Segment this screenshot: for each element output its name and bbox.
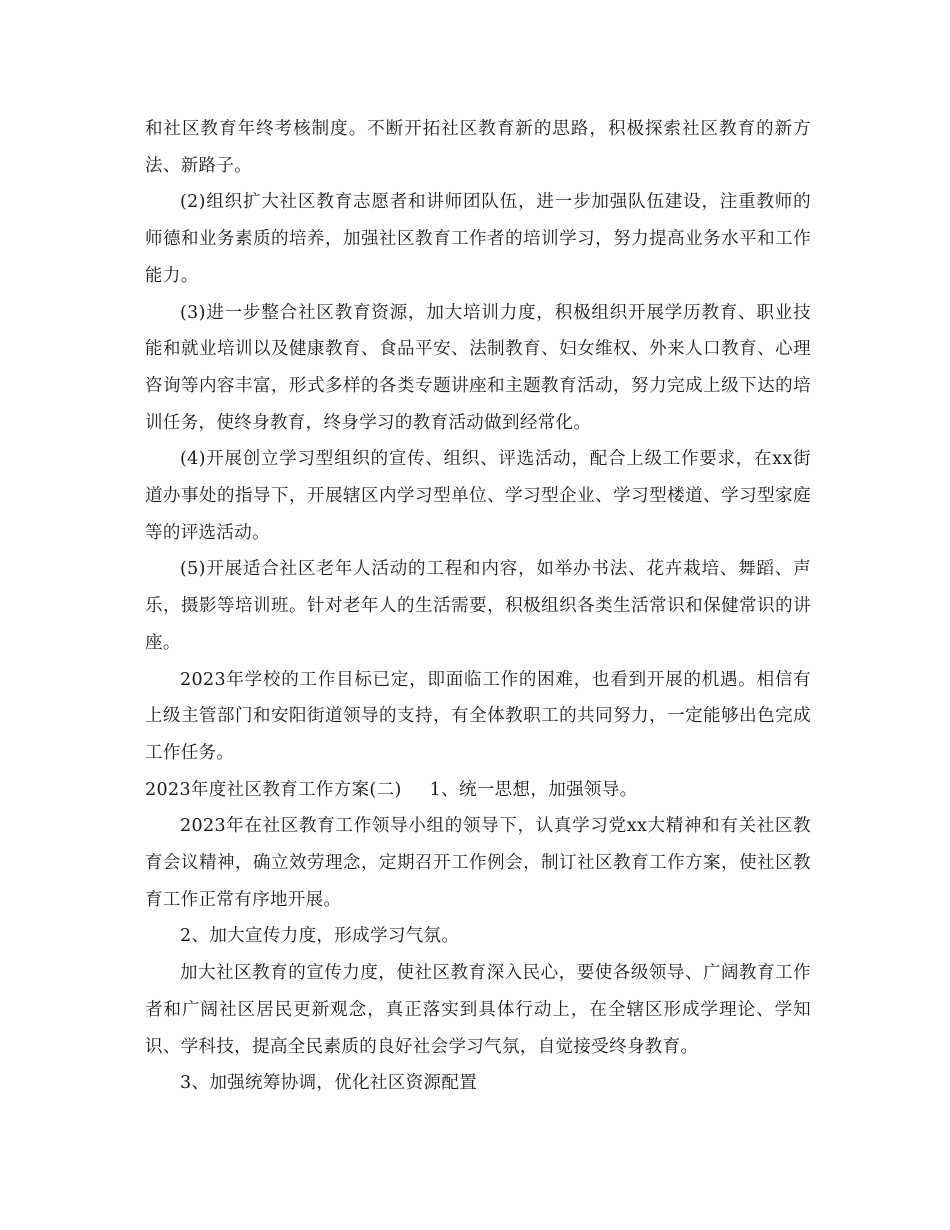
item-heading-3: 3、加强统筹协调，优化社区资源配置	[180, 1073, 478, 1094]
document-body	[145, 111, 811, 1102]
paragraph-conclusion: 2023年学校的工作目标已定，即面临工作的困难，也看到开展的机遇。相信有上级主管部门和安阳街道领导的支持，有全体教职工的共同努力，一定能够出色完成工作任务。	[145, 669, 811, 763]
paragraph-leadership: 2023年在社区教育工作领导小组的领导下，认真学习党xx大精神和有关社区教育会议精神，确立效劳理念，定期召开工作例会，制订社区教育工作方案，使社区教育工作正常有序地开展。	[145, 816, 811, 910]
paragraph-item-5: (5)开展适合社区老年人活动的工程和内容，如举办书法、花卉栽培、舞蹈、声乐，摄影等培训班。针对老年人的生活需要，积极组织各类生活常识和保健常识的讲座。	[145, 559, 811, 653]
section-heading-line	[145, 772, 811, 809]
section-first-item: 1、统一思想，加强领导。	[429, 779, 638, 800]
paragraph-item-3: (3)进一步整合社区教育资源，加大培训力度，积极组织开展学历教育、职业技能和就业培训以及健康教育、食品平安、法制教育、妇女维权、外来人口教育、心理咨询等内容丰富，形式多样的各类专题讲座和主题教育活动，努力完成上级下达的培训任务，使终身教育，终身学习的教育活动做到经常化。	[145, 302, 811, 433]
item-heading-2: 2、加大宣传力度，形成学习气氛。	[180, 926, 460, 947]
paragraph-publicity: 加大社区教育的宣传力度，使社区教育深入民心，要使各级领导、广阔教育工作者和广阔社区居民更新观念，真正落实到具体行动上，在全辖区形成学理论、学知识、学科技，提高全民素质的良好社会学习气氛，自觉接受终身教育。	[145, 963, 811, 1057]
section-title: 2023年度社区教育工作方案(二)	[145, 779, 402, 800]
paragraph-item-4: (4)开展创立学习型组织的宣传、组织、评选活动，配合上级工作要求，在xx街道办事处的指导下，开展辖区内学习型单位、学习型企业、学习型楼道、学习型家庭等的评选活动。	[145, 449, 811, 543]
paragraph-item-2: (2)组织扩大社区教育志愿者和讲师团队伍，进一步加强队伍建设，注重教师的师德和业务素质的培养，加强社区教育工作者的培训学习，努力提高业务水平和工作能力。	[145, 192, 811, 286]
paragraph-continuation: 和社区教育年终考核制度。不断开拓社区教育新的思路，积极探索社区教育的新方法、新路子。	[145, 119, 811, 176]
